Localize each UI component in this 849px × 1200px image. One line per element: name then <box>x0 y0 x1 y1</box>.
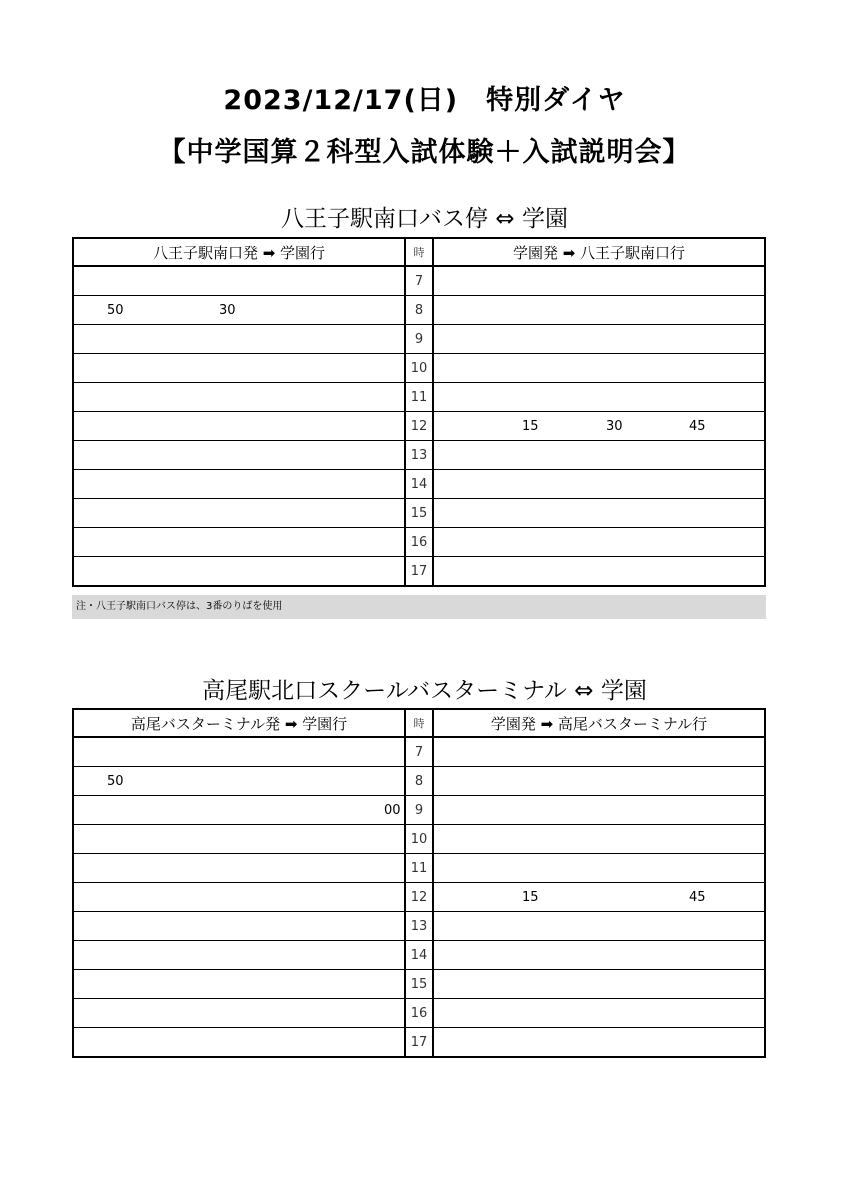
return-minutes-cell <box>433 825 765 854</box>
page-title: 2023/12/17(日) 特別ダイヤ <box>223 85 626 116</box>
return-minutes-cell <box>433 941 765 970</box>
hour-cell: 7 <box>405 737 433 767</box>
hour-cell: 14 <box>405 470 433 499</box>
return-minutes-cell <box>433 796 765 825</box>
note: 注・八王子駅南口バス停は、3番のりばを使用 <box>72 595 766 619</box>
table-row <box>73 499 765 528</box>
hour-cell: 12 <box>405 883 433 912</box>
departure-minutes-cell <box>73 767 405 796</box>
table-row <box>73 854 765 883</box>
departure-minutes-cell <box>73 796 405 825</box>
table-row <box>73 883 765 912</box>
table-row <box>73 970 765 999</box>
hour-cell: 17 <box>405 557 433 587</box>
section1-timetable <box>72 237 766 587</box>
hour-cell: 13 <box>405 912 433 941</box>
return-minutes-cell <box>433 499 765 528</box>
hour-cell: 8 <box>405 296 433 325</box>
departure-minutes-cell <box>73 266 405 296</box>
table-row <box>73 1028 765 1058</box>
table-row <box>73 557 765 587</box>
return-minutes-cell <box>433 737 765 767</box>
table-row <box>73 412 765 441</box>
table-row <box>73 325 765 354</box>
hour-cell: 9 <box>405 325 433 354</box>
left-header: 八王子駅南口発 ➡ 学園行 <box>73 238 405 266</box>
return-minutes-cell <box>433 412 765 441</box>
hour-header: 時 <box>405 709 433 737</box>
right-header: 学園発 ➡ 高尾バスターミナル行 <box>433 709 765 737</box>
hour-cell: 9 <box>405 796 433 825</box>
departure-minutes-cell <box>73 941 405 970</box>
hour-cell: 11 <box>405 854 433 883</box>
hour-cell: 16 <box>405 528 433 557</box>
return-minutes-cell <box>433 999 765 1028</box>
departure-minutes-cell <box>73 737 405 767</box>
return-minutes-cell <box>433 296 765 325</box>
table-row <box>73 796 765 825</box>
return-minutes-cell <box>433 912 765 941</box>
departure-minute: 50 <box>107 303 124 318</box>
left-header: 高尾バスターミナル発 ➡ 学園行 <box>73 709 405 737</box>
departure-minutes-cell <box>73 912 405 941</box>
departure-minutes-cell <box>73 383 405 412</box>
return-minutes-cell <box>433 441 765 470</box>
hour-cell: 15 <box>405 499 433 528</box>
table-row <box>73 266 765 296</box>
table-row <box>73 354 765 383</box>
return-minutes-cell <box>433 970 765 999</box>
departure-minutes-cell <box>73 1028 405 1058</box>
event-title: 【中学国算２科型入試体験＋入試説明会】 <box>158 137 691 168</box>
table-row <box>73 737 765 767</box>
table-row <box>73 470 765 499</box>
departure-minutes-cell <box>73 825 405 854</box>
departure-minutes-cell <box>73 854 405 883</box>
hour-cell: 8 <box>405 767 433 796</box>
return-minutes-cell <box>433 325 765 354</box>
return-minute: 15 <box>522 419 539 434</box>
right-header: 学園発 ➡ 八王子駅南口行 <box>433 238 765 266</box>
departure-minute: 30 <box>219 303 236 318</box>
departure-minutes-cell <box>73 557 405 587</box>
departure-minutes-cell <box>73 354 405 383</box>
return-minutes-cell <box>433 557 765 587</box>
departure-minutes-cell <box>73 970 405 999</box>
departure-minute: 50 <box>107 774 124 789</box>
hour-cell: 14 <box>405 941 433 970</box>
hour-cell: 7 <box>405 266 433 296</box>
table-row <box>73 825 765 854</box>
hour-cell: 12 <box>405 412 433 441</box>
return-minutes-cell <box>433 383 765 412</box>
hour-cell: 16 <box>405 999 433 1028</box>
departure-minutes-cell <box>73 412 405 441</box>
table-row <box>73 383 765 412</box>
hour-cell: 13 <box>405 441 433 470</box>
departure-minute: 00 <box>384 803 401 818</box>
return-minutes-cell <box>433 767 765 796</box>
departure-minutes-cell <box>73 999 405 1028</box>
return-minute: 30 <box>606 419 623 434</box>
table-row <box>73 941 765 970</box>
return-minutes-cell <box>433 854 765 883</box>
section2-timetable <box>72 708 766 1058</box>
hour-cell: 10 <box>405 825 433 854</box>
hour-cell: 17 <box>405 1028 433 1058</box>
return-minutes-cell <box>433 1028 765 1058</box>
return-minutes-cell <box>433 883 765 912</box>
table-row <box>73 999 765 1028</box>
return-minute: 15 <box>522 890 539 905</box>
return-minutes-cell <box>433 266 765 296</box>
table-row <box>73 441 765 470</box>
hour-cell: 11 <box>405 383 433 412</box>
table-header-row <box>73 238 765 266</box>
return-minute: 45 <box>689 890 706 905</box>
departure-minutes-cell <box>73 325 405 354</box>
table-row <box>73 767 765 796</box>
return-minute: 45 <box>689 419 706 434</box>
table-row <box>73 912 765 941</box>
return-minutes-cell <box>433 528 765 557</box>
return-minutes-cell <box>433 470 765 499</box>
departure-minutes-cell <box>73 499 405 528</box>
hour-cell: 15 <box>405 970 433 999</box>
hour-header: 時 <box>405 238 433 266</box>
departure-minutes-cell <box>73 883 405 912</box>
section1-title: 八王子駅南口バス停 ⇔ 学園 <box>281 206 568 232</box>
table-row <box>73 528 765 557</box>
table-header-row <box>73 709 765 737</box>
departure-minutes-cell <box>73 528 405 557</box>
hour-cell: 10 <box>405 354 433 383</box>
departure-minutes-cell <box>73 296 405 325</box>
section2-title: 高尾駅北口スクールバスターミナル ⇔ 学園 <box>202 678 647 704</box>
table-row <box>73 296 765 325</box>
return-minutes-cell <box>433 354 765 383</box>
departure-minutes-cell <box>73 470 405 499</box>
departure-minutes-cell <box>73 441 405 470</box>
